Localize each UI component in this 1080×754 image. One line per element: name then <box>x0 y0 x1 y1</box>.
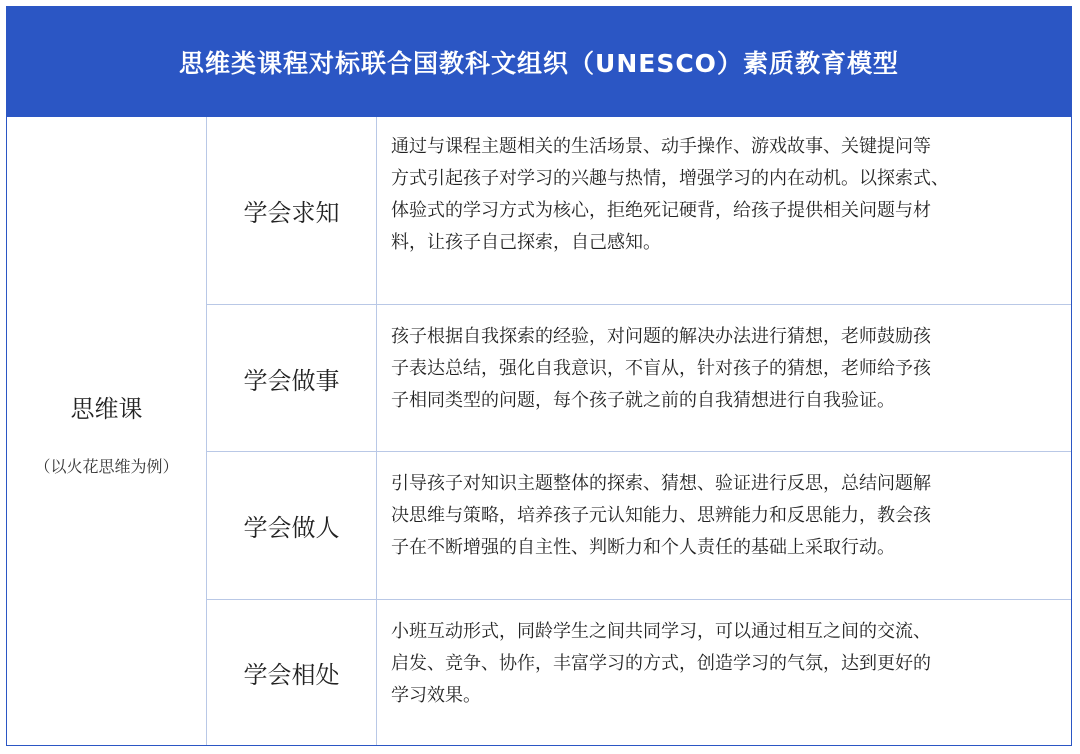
description-line: 子表达总结，强化自我意识，不盲从，针对孩子的猜想，老师给予孩 <box>391 358 931 379</box>
table-title: 思维类课程对标联合国教科文组织（UNESCO）素质教育模型 <box>179 49 899 78</box>
skill-label: 学会求知 <box>207 117 377 304</box>
table-row <box>207 117 1071 305</box>
skill-description <box>377 452 1071 599</box>
description-line: 子在不断增强的自主性、判断力和个人责任的基础上采取行动。 <box>391 537 895 558</box>
table-header <box>7 7 1071 117</box>
description-line: 方式引起孩子对学习的兴趣与热情，增强学习的内在动机。以探索式、 <box>391 168 949 189</box>
description-line: 学习效果。 <box>391 685 481 706</box>
description-line: 子相同类型的问题，每个孩子就之前的自我猜想进行自我验证。 <box>391 390 895 411</box>
skill-description <box>377 117 1071 304</box>
description-line: 体验式的学习方式为核心，拒绝死记硬背，给孩子提供相关问题与材 <box>391 200 931 221</box>
skill-label: 学会做人 <box>207 452 377 599</box>
description-line: 通过与课程主题相关的生活场景、动手操作、游戏故事、关键提问等 <box>391 136 931 157</box>
description-line: 引导孩子对知识主题整体的探索、猜想、验证进行反思，总结问题解 <box>391 473 931 494</box>
description-line: 料，让孩子自己探索，自己感知。 <box>391 232 661 253</box>
skill-description <box>377 305 1071 451</box>
table-row <box>207 305 1071 452</box>
description-line: 启发、竞争、协作，丰富学习的方式，创造学习的气氛，达到更好的 <box>391 653 931 674</box>
skill-rows <box>207 117 1071 745</box>
skill-label: 学会相处 <box>207 600 377 745</box>
course-note: （以火花思维为例） <box>34 457 179 476</box>
skill-label: 学会做事 <box>207 305 377 451</box>
comparison-table <box>6 6 1072 746</box>
description-line: 决思维与策略，培养孩子元认知能力、思辨能力和反思能力，教会孩 <box>391 505 931 526</box>
table-row <box>207 452 1071 600</box>
description-line: 孩子根据自我探索的经验，对问题的解决办法进行猜想，老师鼓励孩 <box>391 326 931 347</box>
course-name: 思维课 <box>70 395 143 423</box>
table-row <box>207 600 1071 745</box>
skill-description <box>377 600 1071 745</box>
course-column <box>7 117 207 745</box>
description-line: 小班互动形式，同龄学生之间共同学习，可以通过相互之间的交流、 <box>391 621 931 642</box>
